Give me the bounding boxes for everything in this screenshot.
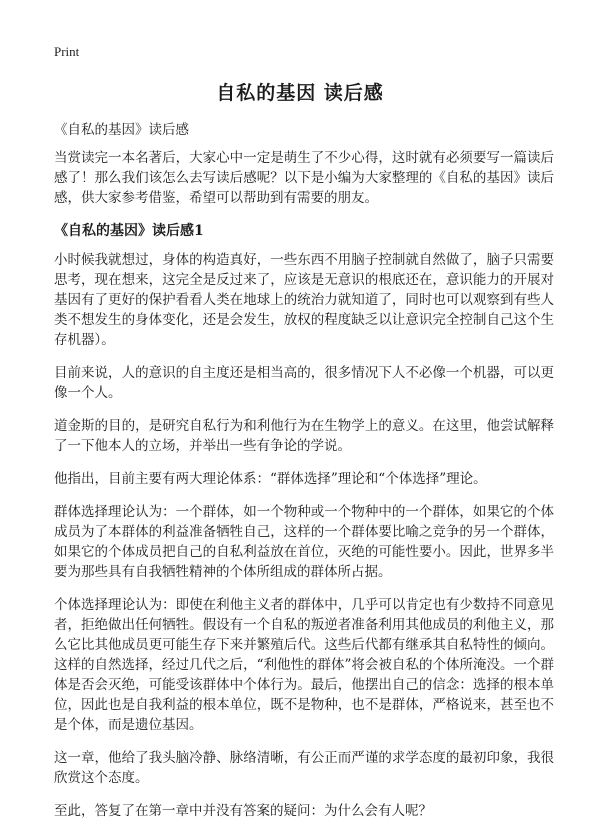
- intro-paragraph: 当赏读完一本名著后，大家心中一定是萌生了不少心得，这时就有必须要写一篇读后感了！那么我们该怎么去写读后感呢？以下是小编为大家整理的《自私的基因》读后感，供大家参考借鉴，希望可以帮助到有需要的朋友。: [54, 150, 554, 206]
- body-paragraph: 小时候我就想过，身体的构造真好，一些东西不用脑子控制就自然做了，脑子只需要思考，现在想来，这完全是反过来了，应该是无意识的根底还在，意识能力的开展对基因有了更好的保护看看人类在地球上的统治力就知道了，同时也可以观察到有些人类不想发生的身体变化，还是会发生，放权的程度缺乏以让意识完全控制自己这个生存机器）。: [54, 252, 554, 348]
- page-title: 自私的基因 读后感: [216, 82, 384, 104]
- body-paragraph: 目前来说，人的意识的自主度还是相当高的，很多情况下人不必像一个机器，可以更像一个人。: [54, 365, 554, 401]
- article-body: [54, 148, 554, 834]
- section-heading: 《自私的基因》读后感1: [54, 223, 204, 239]
- print-link[interactable]: Print: [54, 44, 80, 59]
- body-paragraph: 个体选择理论认为：即使在利他主义者的群体中，几乎可以肯定也有少数持不同意见者，拒绝做出任何牺牲。假设有一个自私的叛逆者准备利用其他成员的利他主义，那么它比其他成员更可能生存下来并繁殖后代。这些后代都有继承其自私特性的倾向。这样的自然选择，经过几代之后，“利他性的群体”将会被自私的个体所淹没。一个群体是否会灭绝，可能受该群体中个体行为。最后，他摆出自己的信念：选择的根本单位，因此也是自我利益的根本单位，既不是物种，也不是群体，严格说来，甚至也不是个体，而是遗位基因。: [54, 597, 554, 733]
- page-subtitle: 《自私的基因》读后感: [54, 122, 189, 138]
- body-paragraph: 群体选择理论认为：一个群体，如一个物种或一个物种中的一个群体，如果它的个体成员为了本群体的利益准备牺牲自己，这样的一个群体要比喻之竞争的另一个群体，如果它的个体成员把自己的自私利益放在首位，灭绝的可能性要小。因此，世界多半要为那些具有自我牺牲精神的个体所组成的群体所占据。: [54, 504, 554, 580]
- body-paragraph: 他指出，目前主要有两大理论体系：“群体选择”理论和“个体选择”理论。: [54, 471, 487, 487]
- body-paragraph: 这一章，他给了我头脑冷静、脉络清晰，有公正而严谨的求学态度的最初印象，我很欣赏这个态度。: [54, 750, 554, 786]
- body-paragraph: 至此，答复了在第一章中并没有答案的疑问：为什么会有人呢？: [54, 803, 432, 819]
- body-paragraph: 道金斯的目的，是研究自私行为和利他行为在生物学上的意义。在这里，他尝试解释了一下他本人的立场，并举出一些有争论的学说。: [54, 418, 554, 454]
